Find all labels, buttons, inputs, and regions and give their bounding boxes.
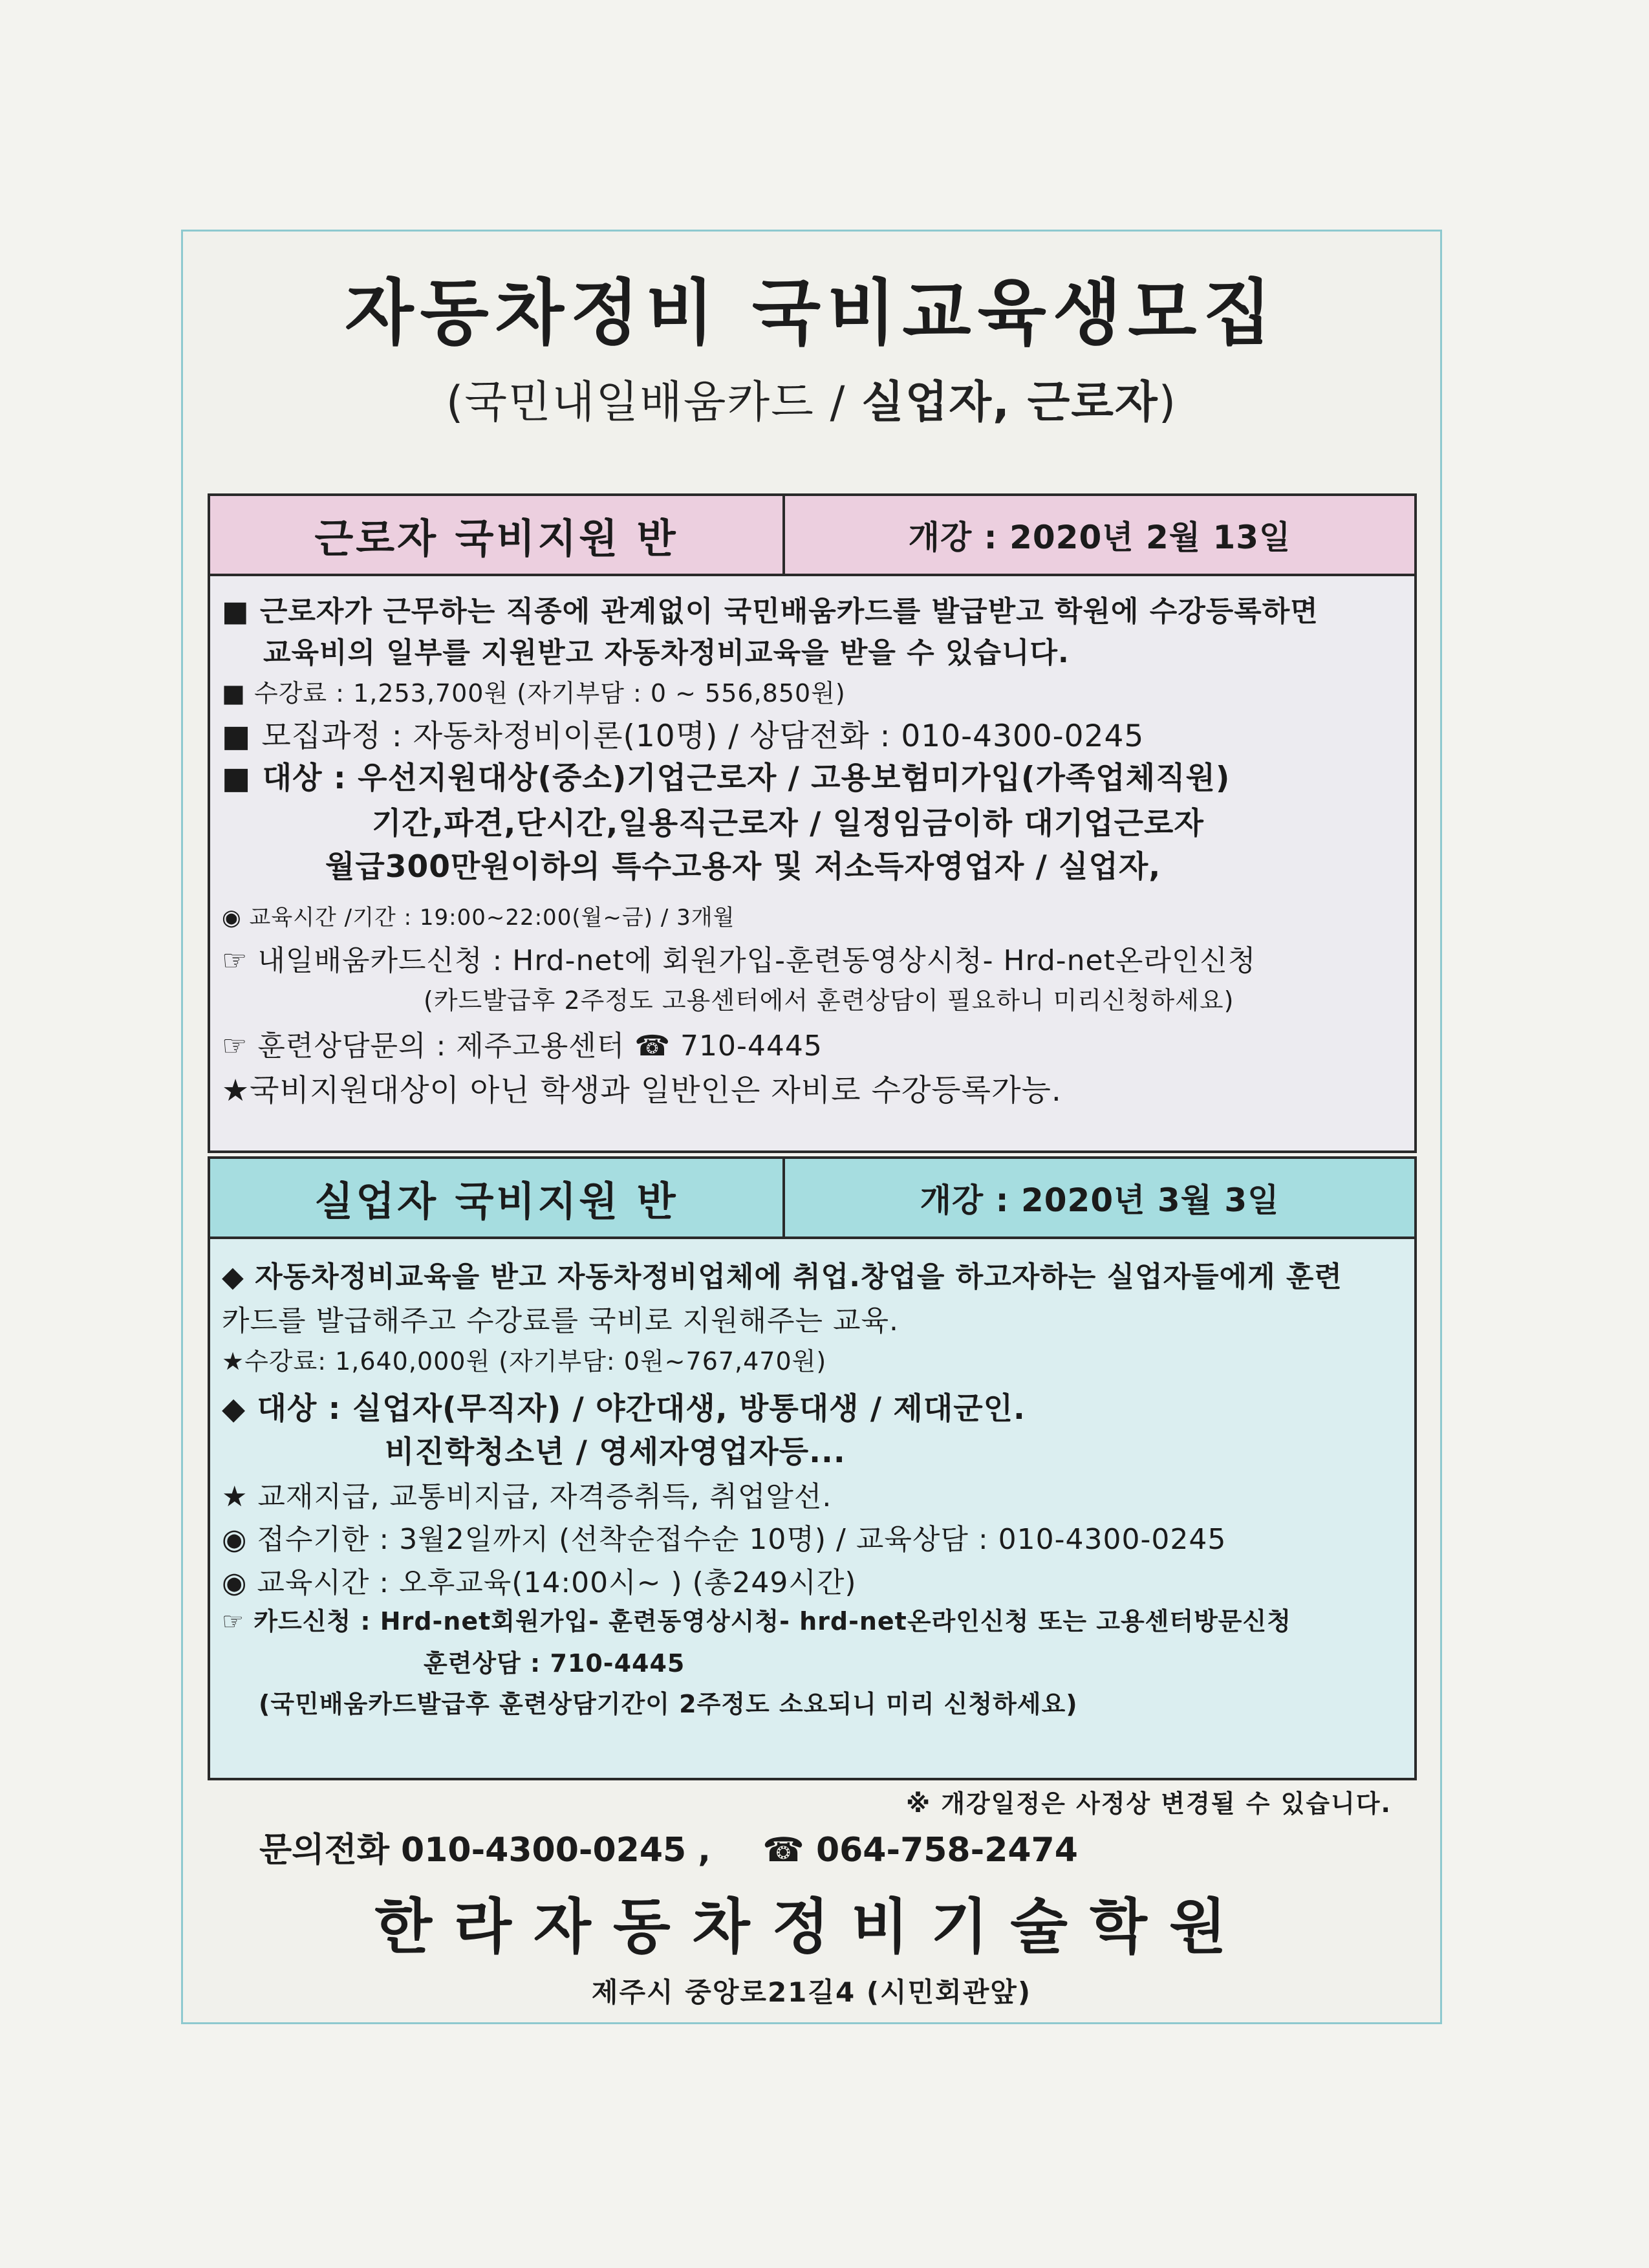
flyer — [181, 230, 1442, 2024]
worker-line-target-2: 기간,파견,단시간,일용직근로자 / 일정임금이하 대기업근로자 — [372, 806, 1204, 841]
worker-line-hours: ◉ 교육시간 /기간 : 19:00~22:00(월~금) / 3개월 — [222, 905, 735, 931]
unemployed-section-header — [210, 1159, 1414, 1239]
unemployed-line-target: ◆ 대상 : 실업자(무직자) / 야간대생, 방통대생 / 제대군인. — [222, 1391, 1026, 1427]
worker-line-target-3: 월급300만원이하의 특수고용자 및 저소득자영업자 / 실업자, — [325, 849, 1161, 885]
unemployed-line-note: (국민배움카드발급후 훈련상담기간이 2주정도 소요되니 미리 신청하세요) — [259, 1690, 1078, 1718]
subtitle-open: (국민내일배움카드 / — [446, 377, 861, 428]
worker-line-self-pay: ★국비지원대상이 아닌 학생과 일반인은 자비로 수강등록가능. — [222, 1073, 1062, 1108]
unemployed-line-hours: ◉ 교육시간 : 오후교육(14:00시~ ) (총249시간) — [222, 1566, 857, 1599]
unemployed-line-deadline: ◉ 접수기한 : 3월2일까지 (선착순접수순 10명) / 교육상담 : 010-4300-0245 — [222, 1523, 1227, 1556]
unemployed-section-name: 실업자 국비지원 반 — [210, 1159, 785, 1237]
schedule-change-note: ※ 개강일정은 사정상 변경될 수 있습니다. — [906, 1789, 1392, 1818]
worker-line-2: 교육비의 일부를 지원받고 자동차정비교육을 받을 수 있습니다. — [263, 636, 1070, 669]
unemployed-line-fee: ★수강료: 1,640,000원 (자기부담: 0원~767,470원) — [222, 1347, 827, 1376]
subtitle-close: ) — [1158, 377, 1178, 428]
worker-section-opening: 개강 : 2020년 2월 13일 — [908, 519, 1291, 556]
unemployed-line-2: 카드를 발급해주고 수강료를 국비로 지원해주는 교육. — [222, 1304, 900, 1337]
worker-line-card: ☞ 내일배움카드신청 : Hrd-net에 회원가입-훈련동영상시청- Hrd-net온라인신청 — [222, 944, 1256, 977]
worker-line-1: ■ 근로자가 근무하는 직종에 관계없이 국민배움카드를 발급받고 학원에 수강등록하면 — [222, 595, 1319, 628]
telephone-number: ☎ 064-758-2474 — [762, 1831, 1078, 1870]
unemployed-section — [208, 1156, 1417, 1780]
main-title: 자동차정비 국비교육생모집 — [345, 272, 1278, 354]
unemployed-line-card: ☞ 카드신청 : Hrd-net회원가입- 훈련동영상시청- hrd-net온라인신청 또는 고용센터방문신청 — [222, 1607, 1291, 1636]
unemployed-line-target-2: 비진학청소년 / 영세자영업자등... — [385, 1434, 846, 1470]
subtitle-bold: 실업자, 근로자 — [861, 377, 1159, 428]
worker-section-name: 근로자 국비지원 반 — [210, 496, 785, 574]
academy-name: 한라자동차정비기술학원 — [374, 1892, 1249, 1961]
worker-line-target: ■ 대상 : 우선지원대상(중소)기업근로자 / 고용보험미가입(가족업체직원) — [222, 761, 1231, 796]
worker-section-header — [210, 496, 1414, 576]
worker-line-fee: ■ 수강료 : 1,253,700원 (자기부담 : 0 ~ 556,850원) — [222, 679, 846, 707]
inquiry-phone: 문의전화 010-4300-0245 , — [259, 1831, 711, 1870]
unemployed-section-opening: 개강 : 2020년 3월 3일 — [920, 1182, 1280, 1219]
worker-section — [208, 493, 1417, 1153]
worker-line-course: ■ 모집과정 : 자동차정비이론(10명) / 상담전화 : 010-4300-0245 — [222, 718, 1145, 754]
contact-line — [259, 1822, 1078, 1871]
unemployed-line-consult: 훈련상담 : 710-4445 — [424, 1649, 685, 1678]
sub-title — [183, 367, 1440, 430]
worker-line-consult: ☞ 훈련상담문의 : 제주고용센터 ☎ 710-4445 — [222, 1030, 823, 1063]
unemployed-line-benefits: ★ 교재지급, 교통비지급, 자격증취득, 취업알선. — [222, 1480, 832, 1513]
academy-address: 제주시 중앙로21길4 (시민회관앞) — [591, 1976, 1032, 2008]
unemployed-line-1: ◆ 자동차정비교육을 받고 자동차정비업체에 취업.창업을 하고자하는 실업자들에게 훈련 — [222, 1260, 1342, 1293]
worker-line-card-note: (카드발급후 2주정도 고용센터에서 훈련상담이 필요하니 미리신청하세요) — [424, 986, 1234, 1015]
